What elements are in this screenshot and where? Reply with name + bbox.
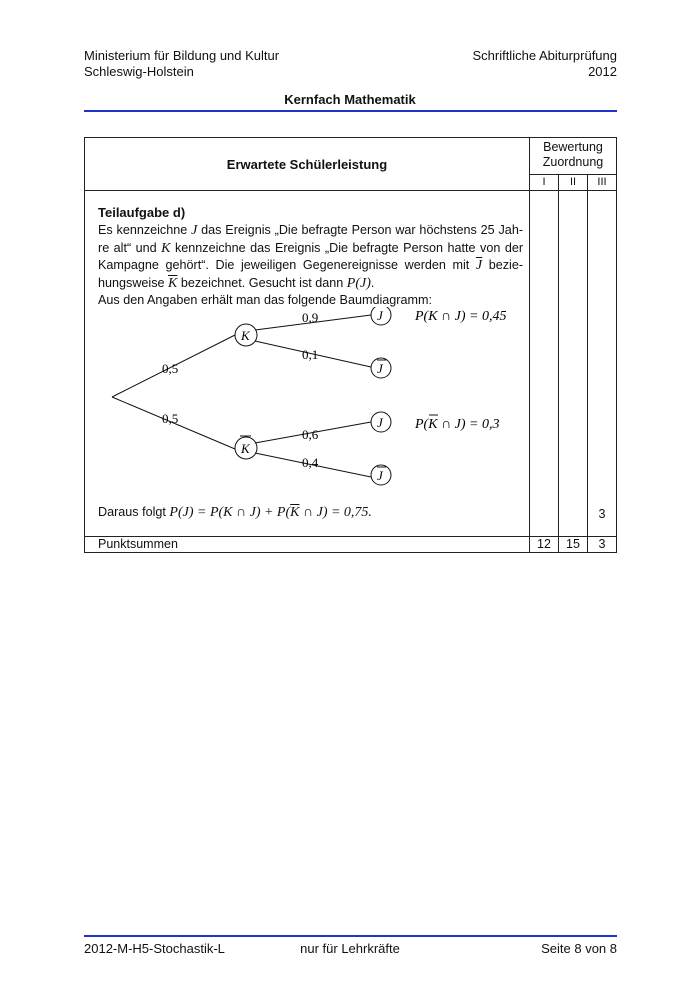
conclusion-math-a: P(J) = P(K ∩ J) + P( — [169, 505, 291, 520]
score-III-value: 3 — [598, 507, 606, 521]
conclusion-text: Daraus folgt — [98, 505, 166, 519]
text-line4a: hungsweise — [98, 275, 165, 290]
var-k-bar: $\overline{K}$ — [168, 275, 178, 291]
task-content — [85, 191, 530, 537]
conclusion-math-b: ∩ J) = 0,75. — [299, 505, 372, 520]
task-title: Teilaufgabe d) — [98, 205, 186, 220]
footer-page: Seite 8 von 8 — [541, 941, 617, 956]
branch-label-0-5-bottom: 0,5 — [162, 411, 179, 426]
header-rule — [84, 110, 617, 112]
sum-row — [85, 537, 617, 553]
ministry-name: Ministerium für Bildung und Kultur — [84, 48, 280, 63]
task-score-III — [588, 191, 617, 537]
node-j2-label: J — [377, 415, 383, 430]
level-III-header: III — [588, 175, 617, 191]
sum-III: 3 — [588, 537, 617, 553]
node-j1-label: J — [377, 308, 383, 323]
rating-header — [530, 138, 617, 175]
exam-title: Schriftliche Abiturprüfung — [472, 48, 617, 63]
result-p-kbar-and-j: P(K ∩ J) = 0,3 — [415, 417, 500, 432]
assignment-label: Zuordnung — [542, 155, 604, 169]
branch-label-0-6: 0,6 — [302, 427, 319, 442]
solution-table — [84, 137, 617, 553]
column-header-label: Erwartete Schülerleistung — [226, 156, 388, 172]
sum-label: Punktsummen — [85, 537, 530, 553]
footer-audience: nur für Lehrkräfte — [300, 941, 400, 956]
text-line1b: das Ereignis „Die befragte Person war höchstens 25 Jah- — [201, 223, 524, 237]
node-jbar1-label: J — [377, 361, 383, 376]
task-row — [85, 191, 617, 537]
text-line2a: re alt“ und — [98, 240, 157, 255]
branch-label-0-5-top: 0,5 — [162, 361, 179, 376]
conclusion — [98, 505, 372, 521]
text-line4b: bezeichnet. Gesucht ist dann — [180, 275, 344, 290]
text-line3b: bezie- — [488, 258, 524, 273]
footer-rule — [84, 935, 617, 937]
sum-II: 15 — [559, 537, 588, 553]
text-line1a: Es kennzeichne — [98, 223, 188, 237]
level-II-header: II — [559, 175, 588, 191]
result-p-k-and-j: P(K ∩ J) = 0,45 — [415, 309, 507, 324]
conclusion-math-kbar: $\overline{K}$ — [290, 505, 300, 520]
text-line3a: der Kampagne gehört“. Die jeweiligen Gegenereignisse werden mit — [98, 240, 524, 273]
var-k: K — [161, 240, 171, 256]
text-line2b: kennzeichne das Ereignis „Die befragte Person hatte von — [174, 240, 501, 255]
branch-label-0-4: 0,4 — [302, 455, 319, 470]
branch-label-0-9: 0,9 — [302, 310, 319, 325]
tree-intro: Aus den Angaben erhält man das folgende Baumdiagramm: — [98, 293, 432, 308]
state-name: Schleswig-Holstein — [84, 64, 194, 79]
task-score-I — [530, 191, 559, 537]
task-paragraph — [98, 222, 529, 292]
branch-label-0-1: 0,1 — [302, 347, 319, 362]
target-probability: P(J) — [346, 275, 371, 291]
footer-doc-id: 2012-M-H5-Stochastik-L — [84, 941, 225, 956]
node-jbar2-label: J — [377, 468, 383, 483]
subject-title: Kernfach Mathematik — [284, 92, 416, 107]
tree-diagram — [85, 307, 531, 497]
table-header-row — [85, 138, 617, 175]
exam-year: 2012 — [588, 64, 617, 79]
node-k-label: K — [241, 328, 250, 343]
node-kbar-label: K — [241, 441, 250, 456]
level-I-header: I — [530, 175, 559, 191]
column-header-expected — [85, 138, 530, 191]
rating-label: Bewertung — [543, 140, 603, 154]
var-j: J — [191, 223, 198, 238]
var-j-bar: $\overline{J}$ — [475, 258, 483, 274]
sum-I: 12 — [530, 537, 559, 553]
task-score-II — [559, 191, 588, 537]
text-line4c: . — [370, 275, 375, 290]
